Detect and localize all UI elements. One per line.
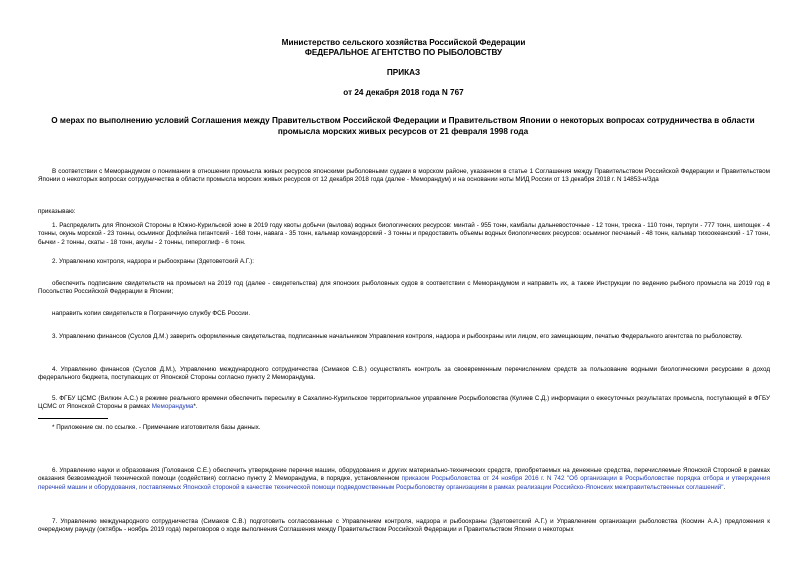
paragraph-2: 2. Управлению контроля, надзора и рыбоохраны (Здетоветский А.Г.): <box>52 258 255 265</box>
ministry-name: Министерство сельского хозяйства Российской Федерации <box>281 38 526 47</box>
paragraph-6-text: 6. Управлению науки и образования (Голованов С.Е.) обеспечить утверждение перечня машин, оборудования и других материально-технических средств, приобретаемых на денежные средства, перечисляемые Японской Стороной в рамках оказания безвозмездной технической помощи (содействия) согласно пункту 2 Меморандума, в порядке, установленном <box>38 467 770 483</box>
paragraph-3: 3. Управлению финансов (Суслов Д.М.) заверить оформленные свидетельства, подписанные начальником Управления контроля, надзора и рыбоохраны или лицом, его замещающим, печатью Федерального агентства по рыболовству. <box>52 333 743 340</box>
paragraph-5 <box>38 395 770 412</box>
memorandum-link[interactable]: Меморандума <box>151 403 194 411</box>
paragraph-intro: В соответствии с Меморандумом о понимании в отношении промысла живых ресурсов японскими рыболовными судами в морском районе, указанном в статье 1 Соглашения между Правительством Российской Федерации и Правительством Японии о некоторых вопросах сотрудничества в области промысла морских живых ресурсов от 12 декабря 2018 года (далее - Меморандум) и на основании ноты МИД России от 13 декабря 2018 г. N 14853-н/3да <box>38 168 770 184</box>
paragraph-6 <box>38 467 770 492</box>
footnote: * Приложение см. по ссылке. - Примечание изготовителя базы данных. <box>52 424 261 431</box>
paragraph-6-tail: . <box>723 483 726 491</box>
paragraph-7: 7. Управлению международного сотрудничества (Симаков С.В.) подготовить согласованные с Управлением контроля, надзора и рыбоохраны (Здетоветский А.Г.) и Управлением организации рыболовства (Космин А.А.) предложения к очередному раунду (октябрь - ноябрь 2019 года) переговоров о ходе выполнения Соглашения между Правительством Российской Федерации и Правительством Японии о некоторых <box>38 518 770 534</box>
paragraph-2b: направить копии свидетельств в Пограничную службу ФСБ России. <box>52 310 251 317</box>
order-word: приказываю: <box>38 208 76 215</box>
document-date-number: от 24 декабря 2018 года N 767 <box>343 88 464 97</box>
paragraph-5-text: 5. ФГБУ ЦСМС (Вилкин А.С.) в режиме реального времени обеспечить пересылку в Сахалино-Курильское территориальное управление Росрыболовства (Кулиев С.Д.) информации о ежесуточных результатах промысла, поступающей в ФГБУ ЦСМС от Японской Стороны в рамках <box>38 395 770 411</box>
agency-name: ФЕДЕРАЛЬНОЕ АГЕНТСТВО ПО РЫБОЛОВСТВУ <box>304 48 503 57</box>
document-type: ПРИКАЗ <box>386 68 421 77</box>
document-title: О мерах по выполнению условий Соглашения между Правительством Российской Федерации и Правительством Японии о некоторых вопросах сотрудничества в области промысла морских живых ресурсов от 21 февраля 1998 года <box>51 116 755 136</box>
order-742-link[interactable]: приказом Росрыболовства от 24 ноября 2016 г. N 742 "Об организации в Росрыболовстве порядка отбора и утверждения перечней машин и оборудования, поставляемых Японской стороной в качестве технической помощи подведомственным Росрыболовству организациям в рамках реализации Российско-Японских межправительственных соглашений" <box>38 475 770 491</box>
paragraph-1: 1. Распределить для Японской Стороны в Южно-Курильской зоне в 2019 году квоты добычи (вылова) водных биологических ресурсов: минтай - 955 тонн, камбалы дальневосточные - 12 тонн, треска - 110 тонн, терпуги - 777 тонн, шипощек - 4 тонны, окунь морской - 23 тонны, осьминог Дофлейна гигантский - 168 тонн, навага - 35 тонн, кальмар командорский - 3 тонны и предоставить объемы водных биологических ресурсов: осьминог песчаный - 48 тонн, кальмар тихоокеанский - 17 тонн, бычки - 2 тонны, скаты - 18 тонн, акулы - 2 тонны, гипероглиф - 6 тонн. <box>38 222 770 246</box>
footnote-divider <box>38 418 108 419</box>
paragraph-2a: обеспечить подписание свидетельств на промысел на 2019 год (далее - свидетельства) для японских рыболовных судов в соответствии с Меморандумом и направить их, а также Инструкции по ведению рыбного промысла на 2019 год в Посольство Российской Федерации в Японии; <box>38 280 770 296</box>
paragraph-5-tail: *. <box>193 403 198 411</box>
paragraph-4: 4. Управлению финансов (Суслов Д.М.), Управлению международного сотрудничества (Симаков С.В.) осуществлять контроль за своевременным перечислением средств за пользование водными биологическими ресурсами в доход федерального бюджета, поступающих от Японской Стороны согласно пункту 2 Меморандума. <box>38 366 770 382</box>
